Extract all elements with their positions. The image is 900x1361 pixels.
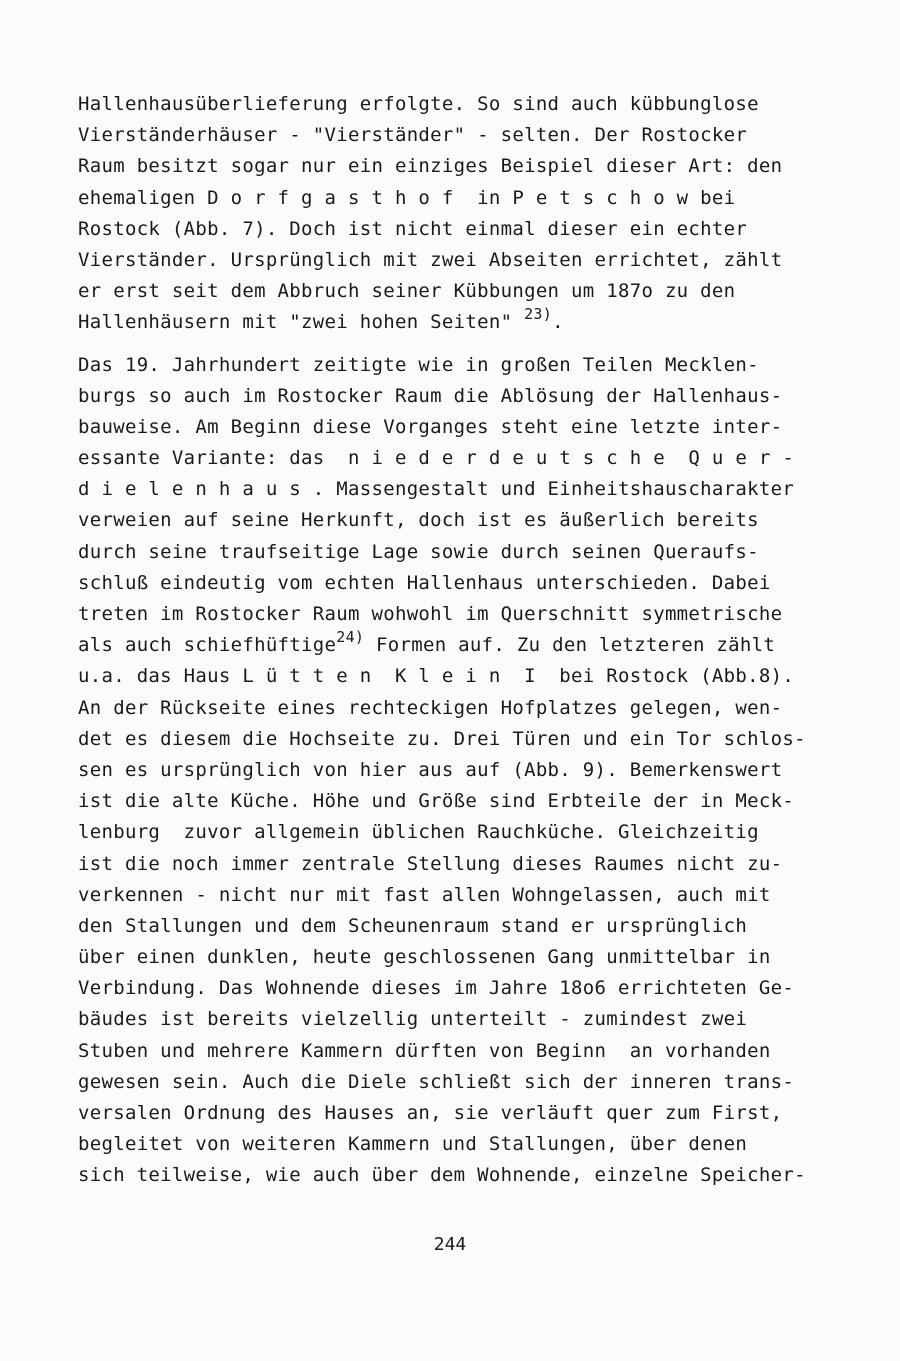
footnote-marker: 24): [336, 628, 365, 647]
text-segment: Hallenhäusern mit "zwei hohen Seiten": [78, 311, 513, 334]
text-line: Raum besitzt sogar nur ein einziges Beispiel dieser Art: den: [78, 155, 783, 178]
text-line: essante Variante: das n i e d e r d e u t s c h e Q u e r -: [78, 447, 795, 470]
text-segment: Formen auf. Zu den letzteren zählt: [364, 634, 776, 657]
text-line: Vierständerhäuser - "Vierständer" - selten. Der Rostocker: [78, 124, 748, 147]
paragraph-1: [78, 89, 878, 339]
text-line: gewesen sein. Auch die Diele schließt sich der inneren trans-: [78, 1070, 795, 1093]
text-line: schluß eindeutig vom echten Hallenhaus unterschieden. Dabei: [78, 571, 771, 594]
text-line: Vierständer. Ursprünglich mit zwei Abseiten errichtet, zählt: [78, 248, 783, 271]
paragraph-gap: [78, 339, 878, 350]
text-line: burgs so auch im Rostocker Raum die Ablösung der Hallenhaus-: [78, 384, 783, 407]
text-line: er erst seit dem Abbruch seiner Kübbungen um 187o zu den: [78, 280, 736, 303]
page-number: 244: [433, 1234, 467, 1255]
text-line: sen es ursprünglich von hier aus auf (Abb. 9). Bemerkenswert: [78, 758, 783, 781]
footnote-marker: 23): [524, 305, 553, 324]
text-line: Verbindung. Das Wohnende dieses im Jahre 18o6 errichteten Ge-: [78, 977, 795, 1000]
text-line: d i e l e n h a u s . Massengestalt und Einheitshauscharakter: [78, 478, 795, 501]
text-line: verkennen - nicht nur mit fast allen Wohngelassen, auch mit: [78, 883, 771, 906]
text-line: An der Rückseite eines rechteckigen Hofplatzes gelegen, wen-: [78, 696, 783, 719]
text-line: ist die alte Küche. Höhe und Größe sind Erbteile der in Meck-: [78, 790, 795, 813]
text-line: ehemaligen D o r f g a s t h o f in P e t s c h o w bei: [78, 186, 736, 209]
text-line: bäudes ist bereits vielzellig unterteilt - zumindest zwei: [78, 1008, 748, 1031]
text-line: lenburg zuvor allgemein üblichen Rauchküche. Gleichzeitig: [78, 821, 759, 844]
text-line: Stuben und mehrere Kammern dürften von Beginn an vorhanden: [78, 1039, 771, 1062]
text-line: begleitet von weiteren Kammern und Stallungen, über denen: [78, 1133, 748, 1156]
text-line: über einen dunklen, heute geschlossenen Gang unmittelbar in: [78, 946, 771, 969]
text-line: verweien auf seine Herkunft, doch ist es äußerlich bereits: [78, 509, 759, 532]
text-line: treten im Rostocker Raum wohwohl im Querschnitt symmetrische: [78, 603, 783, 625]
text-line: det es diesem die Hochseite zu. Drei Türen und ein Tor schlos-: [78, 727, 806, 750]
text-line: Hallenhausüberlieferung erfolgte. So sind auch kübbunglose: [78, 93, 759, 115]
text-line: sich teilweise, wie auch über dem Wohnende, einzelne Speicher-: [78, 1164, 806, 1187]
text-line: bauweise. Am Beginn diese Vorganges steht eine letzte inter-: [78, 415, 783, 438]
text-line: Das 19. Jahrhundert zeitigte wie in großen Teilen Mecklen-: [78, 353, 759, 376]
text-line: ist die noch immer zentrale Stellung dieses Raumes nicht zu-: [78, 852, 783, 875]
text-line: u.a. das Haus L ü t t e n K l e i n I bei Rostock (Abb.8).: [78, 665, 795, 688]
text-line: den Stallungen und dem Scheunenraum stand er ursprünglich: [78, 914, 748, 937]
text-line: Rostock (Abb. 7). Doch ist nicht einmal dieser ein echter: [78, 217, 748, 240]
text-segment: als auch schiefhüftige: [78, 634, 337, 657]
text-line-with-footnote: [78, 630, 878, 661]
text-line: versalen Ordnung des Hauses an, sie verläuft quer zum First,: [78, 1102, 783, 1124]
body-text: [78, 89, 878, 1192]
text-segment: .: [552, 311, 564, 334]
text-line: durch seine traufseitige Lage sowie durch seinen Queraufs-: [78, 540, 759, 563]
paragraph-2: [78, 350, 878, 1192]
text-line-with-footnote: [78, 307, 878, 338]
